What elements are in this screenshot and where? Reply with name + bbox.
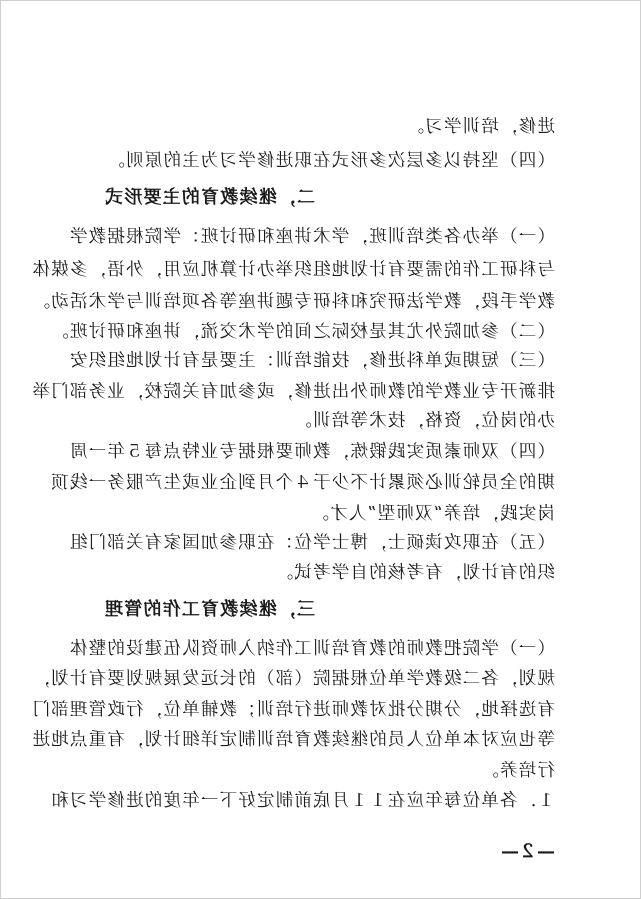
text-line: 期的全员轮训必须累计不少于４个月到企业或生产服务一线顶 <box>50 473 555 493</box>
text-line: 进修，培训学习。 <box>405 117 555 137</box>
text-line: 排新开专业教学的教师外出进修，或参加有关院校，业务部门举 <box>31 382 555 402</box>
text-line: （三）短期或单科进修，技能培训：主要是有计划地组织安 <box>68 351 555 371</box>
page-number: —２— <box>501 841 555 862</box>
text-line: 与科研工作的需要有计划地组织举办计算机应用，外语，多媒体 <box>31 260 555 280</box>
text-line: 等也应对本单位人员的继续教育培训制定详细计划，有重点地进 <box>31 730 555 750</box>
text-line: 规划，各二级教学单位根据院（部）的长远发展规划要有计划， <box>31 669 555 689</box>
text-line: （四）坚持以多层次多形式在职进修学习为主的原则。 <box>106 151 555 171</box>
text-line: 有选择地，分期分批对教师进行培训；教辅单位，行政管理部门 <box>31 700 555 720</box>
text-line: 办的岗位，资格，技术等培训。 <box>293 411 555 431</box>
text-line: 行培养。 <box>480 761 555 781</box>
mirrored-text-body <box>1 1 640 898</box>
section-heading: 二，继续教育的主要形式 <box>103 187 315 208</box>
text-line: （一）学院把教师的教育培训工作纳入师资队伍建设的整体 <box>68 639 555 659</box>
section-heading: 三，继续教育工作的管理 <box>103 599 315 620</box>
text-line: （二）参加院外尤其是校际之间的学术交流，讲座和研讨班。 <box>50 322 555 342</box>
text-line: （四）双师素质实践锻炼，教师要根据专业特点每５年一周 <box>68 442 555 462</box>
text-line: 岗实践，培养“双师型”人才。 <box>310 504 555 524</box>
text-line: １．各单位每年应在１１月底前制定好下一年度的进修学习和 <box>50 791 555 811</box>
text-line: 织的有计划，有考核的自学考试。 <box>274 563 555 583</box>
text-line: 教学手段，教学法研究和科研专题讲座等各项培训与学术活动。 <box>31 292 555 312</box>
text-line: （五）在职攻读硕士，博士学位：在职参加国家有关部门组 <box>68 533 555 553</box>
text-line: （一）举办各类培训班，学术讲座和研讨班：学院根据教学 <box>68 227 555 247</box>
